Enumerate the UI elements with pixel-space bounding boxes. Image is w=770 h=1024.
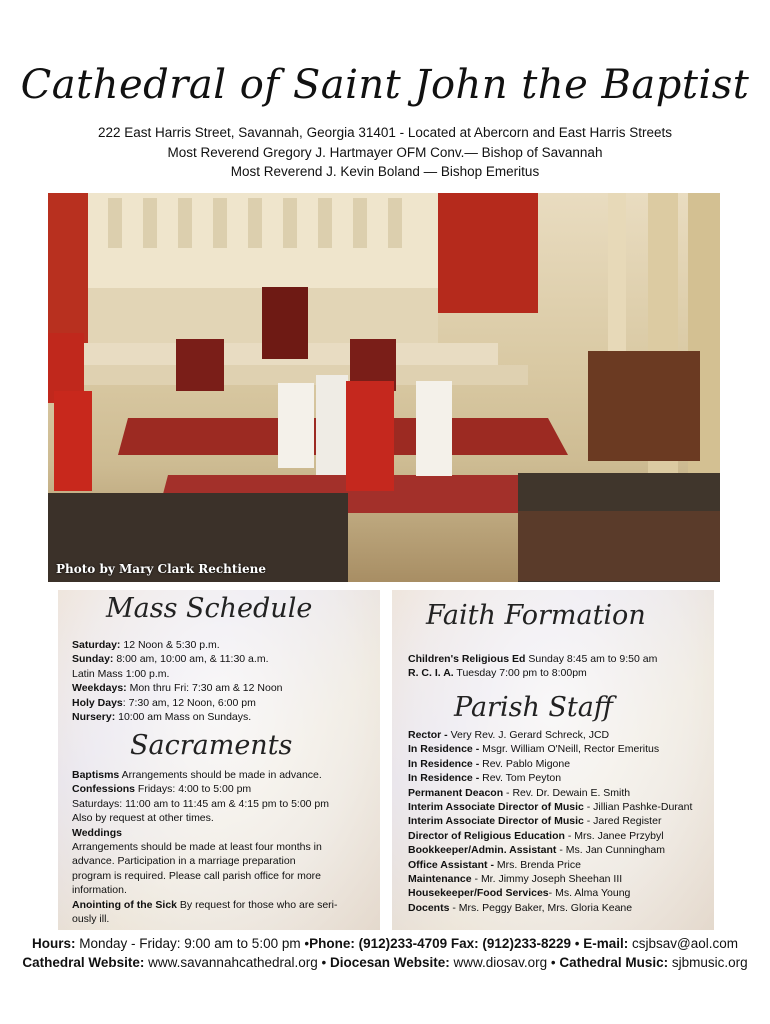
staff-line-label: Rector - (408, 729, 448, 741)
staff-line (408, 872, 622, 887)
mass-line-label: Holy Days (72, 696, 123, 709)
sacraments-line-text: Saturdays: 11:00 am to 11:45 am & 4:15 pm to 5:00 pm (72, 797, 330, 810)
sanctuary-illustration (48, 193, 720, 582)
staff-line-text: - Mrs. Janee Przybyl (564, 829, 664, 842)
mass-line-text: 10:00 am Mass on Sundays. (115, 711, 252, 723)
mass-line-text: Latin Mass 1:00 p.m. (72, 667, 170, 680)
staff-line (408, 829, 664, 844)
staff-line (408, 858, 581, 873)
photo-credit: Photo by Mary Clark Rechtiene (56, 562, 266, 576)
sacraments-line (72, 883, 127, 898)
staff-line (408, 771, 561, 786)
staff-line-label: Interim Associate Director of Music (408, 815, 584, 828)
mass-line (72, 652, 268, 667)
sacraments-line-label: Anointing of the Sick (72, 898, 177, 911)
faith-line-text: Tuesday 7:00 pm to 8:00pm (453, 667, 587, 680)
staff-line-label: Permanent Deacon (408, 786, 504, 799)
website-line (0, 955, 770, 970)
sacraments-line-text: advance. Participation in a marriage preparation (72, 855, 296, 868)
mass-line-text: 12 Noon & 5:30 p.m. (120, 639, 220, 651)
staff-line-label: In Residence - (408, 743, 480, 756)
mass-schedule-heading: Mass Schedule (106, 593, 313, 624)
sacraments-line-text: ously ill. (72, 913, 110, 925)
staff-line-text: - Mr. Jimmy Joseph Sheehan III (471, 873, 623, 885)
staff-line (408, 800, 692, 815)
staff-line (408, 901, 632, 916)
bishop-emeritus-line: Most Reverend J. Kevin Boland — Bishop Emeritus (230, 164, 540, 179)
sacraments-line-label: Confessions (72, 783, 136, 796)
staff-line (408, 814, 661, 829)
staff-line (408, 742, 659, 757)
right-info-panel (392, 590, 714, 930)
staff-line-text: Rev. Tom Peyton (479, 772, 562, 785)
bishop-line: Most Reverend Gregory J. Hartmayer OFM Conv.— Bishop of Savannah (167, 145, 603, 160)
contact-line (0, 936, 770, 951)
sacraments-line (72, 782, 251, 797)
cathedral-music-label: Cathedral Music: (555, 955, 669, 970)
email-label: E-mail: (579, 936, 629, 951)
phone-value: (912)233-4709 (354, 936, 448, 951)
cathedral-photo (48, 193, 720, 582)
sacraments-line-text: Arrangements should be made at least four months in (72, 841, 322, 853)
sacraments-line (72, 869, 321, 884)
mass-line-label: Nursery: (72, 711, 116, 723)
sacraments-line (72, 854, 296, 869)
sacraments-heading: Sacraments (130, 730, 293, 761)
sacraments-line-text: Fridays: 4:00 to 5:00 pm (135, 783, 252, 796)
mass-line-text: Mon thru Fri: 7:30 am & 12 Noon (126, 682, 283, 695)
sacraments-line-text: program is required. Please call parish office for more (72, 869, 322, 882)
sacraments-line-text: Arrangements should be made in advance. (119, 769, 322, 781)
hours-value: Monday - Friday: 9:00 am to 5:00 pm • (75, 936, 310, 951)
sacraments-line-label: Baptisms (72, 769, 120, 781)
staff-line-label: Maintenance (408, 873, 472, 885)
staff-line (408, 886, 630, 901)
faith-formation-heading: Faith Formation (426, 600, 646, 631)
fax-value: (912)233-8229 (478, 936, 571, 951)
staff-line-label: Docents (408, 901, 450, 914)
staff-line-text: Very Rev. J. Gerard Schreck, JCD (447, 729, 610, 741)
staff-line-text: Rev. Pablo Migone (479, 757, 571, 770)
mass-line-text: 8:00 am, 10:00 am, & 11:30 a.m. (113, 653, 269, 666)
staff-line (408, 786, 630, 801)
cathedral-website-link[interactable]: www.savannahcathedral.org • (144, 955, 327, 970)
sacraments-line-text: Also by request at other times. (72, 812, 214, 825)
staff-line-text: Mrs. Brenda Price (493, 858, 581, 871)
fax-label: Fax: (447, 936, 479, 951)
sacraments-line (72, 797, 329, 812)
sacraments-line (72, 811, 214, 826)
mass-line-label: Sunday: (72, 653, 114, 666)
staff-line-text: - Jared Register (583, 815, 662, 828)
mass-line (72, 638, 220, 653)
staff-line-text: - Jillian Pashke-Durant (583, 801, 693, 813)
mass-line-text: : 7:30 am, 12 Noon, 6:00 pm (122, 696, 256, 709)
faith-line-label: R. C. I. A. (408, 667, 454, 680)
faith-line-label: Children's Religious Ed (408, 653, 526, 665)
faith-line-text: Sunday 8:45 am to 9:50 am (525, 653, 658, 665)
faith-line (408, 652, 657, 667)
staff-line-text: - Ms. Alma Young (548, 887, 631, 900)
staff-line-text: - Mrs. Peggy Baker, Mrs. Gloria Keane (449, 901, 633, 914)
sacraments-line (72, 912, 109, 927)
staff-line (408, 843, 665, 858)
cathedral-music-link[interactable]: sjbmusic.org (668, 955, 748, 970)
staff-line (408, 728, 609, 743)
separator: • (571, 936, 580, 951)
staff-line-label: Interim Associate Director of Music (408, 801, 584, 813)
mass-line (72, 696, 256, 711)
staff-line (408, 757, 570, 772)
staff-line-label: Bookkeeper/Admin. Assistant (408, 844, 557, 857)
mass-line-label: Saturday: (72, 639, 121, 651)
diocesan-website-link[interactable]: www.diosav.org • (449, 955, 556, 970)
mass-line (72, 710, 251, 725)
phone-label: Phone: (309, 936, 355, 951)
staff-line-label: In Residence - (408, 772, 480, 785)
address-line: 222 East Harris Street, Savannah, Georgia 31401 - Located at Abercorn and East Harris Streets (97, 125, 673, 140)
faith-line (408, 666, 587, 681)
mass-line (72, 681, 283, 696)
staff-line-label: In Residence - (408, 757, 480, 770)
staff-line-text: Msgr. William O'Neill, Rector Emeritus (479, 743, 660, 756)
page-title: Cathedral of Saint John the Baptist (20, 62, 750, 108)
sacraments-line-text: By request for those who are seri- (177, 898, 338, 911)
staff-line-label: Housekeeper/Food Services (408, 887, 549, 900)
diocesan-website-label: Diocesan Website: (330, 955, 450, 970)
staff-line-label: Office Assistant - (408, 858, 494, 871)
staff-line-text: - Ms. Jan Cunningham (556, 844, 665, 857)
mass-line (72, 667, 169, 682)
sacraments-line (72, 840, 322, 855)
sacraments-line (72, 826, 122, 841)
hours-label: Hours: (31, 936, 76, 951)
sacraments-line (72, 768, 322, 783)
cathedral-website-label: Cathedral Website: (22, 955, 145, 970)
sacraments-line (72, 898, 338, 913)
mass-line-label: Weekdays: (72, 682, 127, 695)
left-info-panel (58, 590, 380, 930)
sacraments-line-text: information. (72, 884, 127, 897)
email-link[interactable]: csjbsav@aol.com (628, 936, 738, 951)
parish-staff-heading: Parish Staff (454, 692, 613, 723)
staff-line-text: - Rev. Dr. Dewain E. Smith (503, 786, 631, 799)
staff-line-label: Director of Religious Education (408, 829, 565, 842)
sacraments-line-label: Weddings (72, 826, 122, 839)
